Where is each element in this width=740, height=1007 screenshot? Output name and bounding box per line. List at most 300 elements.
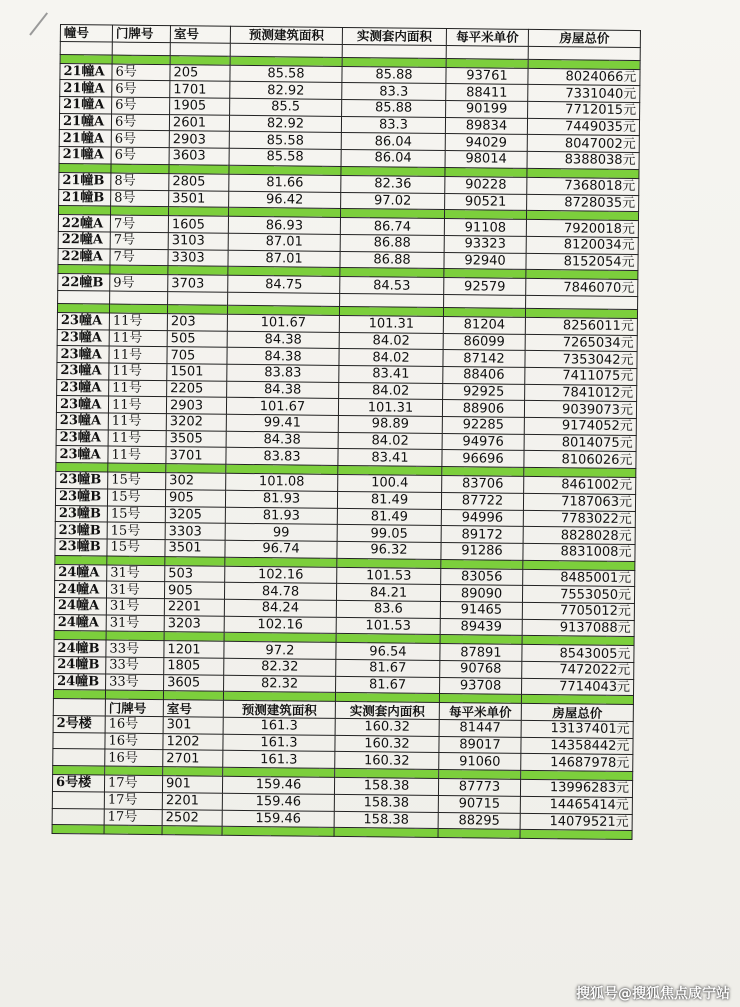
room-cell: 2805 [169, 173, 229, 190]
meas-area-cell: 83.3 [341, 116, 445, 134]
building-cell: 21幢A [60, 80, 112, 97]
pred-area-cell: 101.67 [227, 314, 339, 332]
building-cell: 21幢B [59, 189, 111, 206]
meas-area-cell: 81.67 [336, 676, 440, 694]
unit-price-cell: 89172 [441, 526, 523, 544]
total-price-cell: 8024066元 [528, 68, 640, 86]
blank-cell [228, 292, 340, 306]
room-cell: 2601 [169, 114, 229, 131]
meas-area-cell: 158.38 [334, 794, 438, 812]
meas-area-cell: 83.41 [339, 365, 443, 383]
room-cell: 2201 [164, 599, 224, 616]
building-cell: 24幢B [54, 656, 106, 673]
total-price-cell: 8485001元 [523, 569, 635, 587]
meas-area-cell: 83.6 [336, 600, 440, 618]
unit-price-cell: 90199 [446, 101, 528, 119]
pred-area-cell: 161.3 [223, 751, 335, 769]
pred-area-cell: 83.83 [226, 448, 338, 466]
separator-cell [334, 828, 438, 838]
door-cell: 33号 [106, 657, 164, 674]
total-price-cell: 9137088元 [522, 619, 634, 637]
room-cell: 1501 [167, 364, 227, 381]
pred-area-cell: 82.32 [224, 658, 336, 676]
meas-area-cell: 82.36 [341, 175, 445, 193]
meas-area-cell: 85.88 [342, 100, 446, 118]
pred-area-cell: 81.66 [229, 174, 341, 192]
blank-cell [528, 46, 640, 60]
building-cell [52, 808, 104, 825]
pred-area-cell: 102.16 [225, 566, 337, 584]
meas-area-cell: 97.02 [341, 192, 445, 210]
room-cell: 2701 [163, 750, 223, 767]
pred-area-cell: 85.58 [230, 65, 342, 83]
pred-area-cell: 96.74 [225, 540, 337, 558]
building-cell: 23幢A [56, 413, 108, 430]
blank-cell [58, 290, 110, 304]
room-cell: 505 [167, 330, 227, 347]
door-cell: 6号 [111, 130, 169, 147]
meas-area-cell: 160.32 [335, 735, 439, 753]
building-cell: 23幢A [56, 446, 108, 463]
building-cell: 24幢A [55, 564, 107, 581]
unit-price-cell: 87142 [443, 350, 525, 368]
room-cell: 301 [163, 717, 223, 734]
room-cell: 2903 [166, 397, 226, 414]
building-cell: 22幢B [58, 274, 110, 291]
meas-area-cell: 98.89 [338, 415, 442, 433]
room-cell: 205 [170, 64, 230, 81]
pred-area-cell: 101.08 [226, 473, 338, 491]
building-cell [53, 749, 105, 766]
total-price-cell: 7368018元 [527, 177, 639, 195]
header2-building [53, 699, 105, 716]
col-door: 门牌号 [112, 25, 170, 42]
blank-cell [340, 293, 444, 307]
meas-area-cell: 86.74 [340, 218, 444, 236]
building-cell: 22幢A [58, 215, 110, 232]
total-price-cell: 7712015元 [528, 101, 640, 119]
blank-cell [60, 41, 112, 55]
pred-area-cell: 81.93 [225, 490, 337, 508]
header2-door: 门牌号 [105, 699, 163, 716]
meas-area-cell: 160.32 [335, 718, 439, 736]
meas-area-cell: 160.32 [335, 752, 439, 770]
room-cell: 3303 [165, 523, 225, 540]
room-cell: 1905 [170, 98, 230, 115]
building-cell: 21幢A [59, 113, 111, 130]
unit-price-cell: 90715 [438, 795, 520, 813]
door-cell: 8号 [111, 190, 169, 207]
col-room: 室号 [170, 26, 230, 43]
total-price-cell: 8543005元 [522, 645, 634, 663]
meas-area-cell: 100.4 [338, 475, 442, 493]
unit-price-cell: 92579 [444, 278, 526, 296]
meas-area-cell: 84.53 [340, 277, 444, 295]
meas-area-cell: 86.04 [341, 150, 445, 168]
total-price-cell: 8828028元 [523, 527, 635, 545]
door-cell: 9号 [110, 274, 168, 291]
total-price-cell: 9174052元 [524, 417, 636, 435]
door-cell: 7号 [110, 215, 168, 232]
unit-price-cell: 91060 [439, 753, 521, 771]
building-cell: 23幢B [56, 472, 108, 489]
pred-area-cell: 85.5 [230, 98, 342, 116]
meas-area-cell: 81.49 [337, 508, 441, 526]
total-price-cell: 8831008元 [523, 543, 635, 561]
meas-area-cell: 84.02 [339, 349, 443, 367]
door-cell: 15号 [108, 472, 166, 489]
pred-area-cell: 101.67 [226, 398, 338, 416]
unit-price-cell: 87722 [441, 492, 523, 510]
unit-price-cell: 88411 [446, 84, 528, 102]
room-cell: 905 [165, 489, 225, 506]
room-cell: 705 [167, 347, 227, 364]
meas-area-cell: 101.31 [338, 399, 442, 417]
total-price-cell: 9039073元 [524, 401, 636, 419]
room-cell: 3603 [169, 148, 229, 165]
door-cell: 7号 [110, 249, 168, 266]
pred-area-cell: 84.38 [227, 381, 339, 399]
door-cell: 15号 [107, 539, 165, 556]
door-cell: 6号 [112, 97, 170, 114]
unit-price-cell: 98014 [445, 151, 527, 169]
header2-room: 室号 [163, 700, 223, 717]
table-body [52, 41, 640, 840]
unit-price-cell: 88906 [442, 400, 524, 418]
building-cell: 23幢B [55, 522, 107, 539]
total-price-cell: 7187063元 [523, 493, 635, 511]
pred-area-cell: 159.46 [222, 810, 334, 828]
building-cell: 24幢A [54, 581, 106, 598]
separator-cell [520, 830, 632, 840]
unit-price-cell: 81447 [439, 720, 521, 738]
unit-price-cell: 94996 [441, 509, 523, 527]
pred-area-cell: 82.92 [229, 115, 341, 133]
header2-unit-price: 每平米单价 [439, 703, 521, 721]
pred-area-cell: 82.92 [230, 82, 342, 100]
total-price-cell: 7714043元 [522, 678, 634, 696]
pred-area-cell: 99 [225, 523, 337, 541]
total-price-cell: 8047002元 [527, 135, 639, 153]
total-price-cell: 7846070元 [526, 279, 638, 297]
door-cell: 11号 [108, 413, 166, 430]
building-cell: 23幢A [57, 346, 109, 363]
building-cell: 23幢A [57, 362, 109, 379]
door-cell: 11号 [109, 380, 167, 397]
building-cell [52, 791, 104, 808]
meas-area-cell: 158.38 [334, 811, 438, 829]
meas-area-cell: 84.21 [336, 584, 440, 602]
blank-cell [446, 45, 528, 59]
total-price-cell: 14465414元 [520, 796, 632, 814]
door-cell: 11号 [108, 430, 166, 447]
door-cell: 31号 [106, 581, 164, 598]
unit-price-cell: 94029 [445, 134, 527, 152]
meas-area-cell: 96.54 [336, 643, 440, 661]
room-cell: 1805 [164, 658, 224, 675]
unit-price-cell: 92925 [443, 383, 525, 401]
total-price-cell: 13996283元 [520, 779, 632, 797]
door-cell: 8号 [111, 173, 169, 190]
col-unit-price: 每平米单价 [446, 29, 528, 47]
room-cell: 1605 [168, 216, 228, 233]
pred-area-cell: 84.38 [227, 331, 339, 349]
unit-price-cell: 93323 [444, 235, 526, 253]
building-cell: 6号楼 [52, 775, 104, 792]
room-cell: 2502 [162, 809, 222, 826]
building-cell: 24幢A [54, 614, 106, 631]
unit-price-cell: 90521 [445, 193, 527, 211]
separator-cell [222, 826, 334, 836]
unit-price-cell: 91108 [444, 219, 526, 237]
door-cell: 33号 [106, 640, 164, 657]
pred-area-cell: 85.58 [229, 132, 341, 150]
blank-cell [444, 294, 526, 308]
blank-cell [110, 291, 168, 305]
price-table [52, 24, 641, 840]
meas-area-cell: 84.02 [339, 382, 443, 400]
total-price-cell: 7265034元 [525, 334, 637, 352]
building-cell: 21幢A [60, 63, 112, 80]
meas-area-cell: 84.02 [339, 332, 443, 350]
door-cell: 11号 [109, 313, 167, 330]
blank-cell [168, 292, 228, 306]
meas-area-cell: 83.41 [338, 449, 442, 467]
meas-area-cell: 86.88 [340, 251, 444, 269]
unit-price-cell: 87773 [438, 779, 520, 797]
room-cell: 2205 [167, 380, 227, 397]
room-cell: 901 [162, 776, 222, 793]
total-price-cell: 14687978元 [521, 754, 633, 772]
door-cell: 16号 [105, 733, 163, 750]
separator-cell [162, 826, 222, 836]
meas-area-cell: 101.53 [337, 567, 441, 585]
header2-pred-area: 预测建筑面积 [223, 701, 335, 719]
unit-price-cell: 93708 [440, 677, 522, 695]
room-cell: 1701 [170, 81, 230, 98]
door-cell: 11号 [108, 446, 166, 463]
door-cell: 17号 [104, 775, 162, 792]
pred-area-cell: 84.24 [224, 599, 336, 617]
door-cell: 11号 [109, 330, 167, 347]
total-price-cell: 8461002元 [524, 477, 636, 495]
pred-area-cell: 97.2 [224, 642, 336, 660]
door-cell: 11号 [109, 363, 167, 380]
meas-area-cell: 86.04 [341, 133, 445, 151]
pred-area-cell: 159.46 [222, 793, 334, 811]
total-price-cell: 7472022元 [522, 661, 634, 679]
room-cell: 3303 [168, 249, 228, 266]
room-cell: 3203 [164, 615, 224, 632]
building-cell: 22幢A [58, 248, 110, 265]
door-cell: 31号 [106, 598, 164, 615]
building-cell: 21幢A [59, 130, 111, 147]
door-cell: 6号 [112, 64, 170, 81]
pred-area-cell: 87.01 [228, 233, 340, 251]
unit-price-cell: 89439 [440, 618, 522, 636]
pred-area-cell: 84.78 [224, 583, 336, 601]
unit-price-cell: 93761 [446, 67, 528, 85]
meas-area-cell: 101.31 [339, 315, 443, 333]
col-pred-area: 预测建筑面积 [230, 26, 342, 44]
header2-meas-area: 实测套内面积 [335, 702, 439, 720]
pred-area-cell: 84.38 [226, 431, 338, 449]
room-cell: 503 [165, 565, 225, 582]
meas-area-cell: 85.88 [342, 66, 446, 84]
door-cell: 31号 [107, 565, 165, 582]
col-total: 房屋总价 [528, 29, 640, 47]
separator-cell [104, 825, 162, 835]
total-price-cell: 7353042元 [525, 351, 637, 369]
door-cell: 15号 [107, 489, 165, 506]
room-cell: 3505 [166, 430, 226, 447]
meas-area-cell: 86.88 [340, 234, 444, 252]
total-price-cell: 14358442元 [521, 737, 633, 755]
building-cell: 23幢B [55, 488, 107, 505]
watermark: 搜狐号@搜狐焦点咸宁站 [576, 986, 730, 1002]
door-cell: 16号 [105, 716, 163, 733]
pred-area-cell: 96.42 [229, 191, 341, 209]
unit-price-cell: 83706 [442, 476, 524, 494]
room-cell: 3501 [169, 190, 229, 207]
total-price-cell: 8014075元 [524, 434, 636, 452]
building-cell: 24幢B [54, 673, 106, 690]
door-cell: 6号 [111, 114, 169, 131]
unit-price-cell: 90228 [445, 176, 527, 194]
separator-cell [438, 829, 520, 839]
total-price-cell: 7553050元 [522, 586, 634, 604]
room-cell: 905 [164, 582, 224, 599]
room-cell: 3202 [166, 414, 226, 431]
meas-area-cell: 81.49 [337, 491, 441, 509]
door-cell: 33号 [106, 674, 164, 691]
total-price-cell: 8120034元 [526, 236, 638, 254]
total-price-cell: 8388038元 [527, 152, 639, 170]
blank-cell [170, 42, 230, 56]
total-price-cell: 14079521元 [520, 813, 632, 831]
meas-area-cell: 83.3 [342, 83, 446, 101]
door-cell: 31号 [106, 615, 164, 632]
total-price-cell: 13137401元 [521, 720, 633, 738]
total-price-cell: 7783022元 [523, 510, 635, 528]
pred-area-cell: 159.46 [222, 776, 334, 794]
room-cell: 3701 [166, 447, 226, 464]
building-cell [53, 732, 105, 749]
blank-cell [230, 43, 342, 57]
total-price-cell: 7841012元 [525, 384, 637, 402]
door-cell: 6号 [111, 147, 169, 164]
room-cell: 302 [166, 473, 226, 490]
building-cell: 24幢B [54, 640, 106, 657]
total-price-cell: 8152054元 [526, 253, 638, 271]
room-cell: 1202 [163, 733, 223, 750]
unit-price-cell: 90768 [440, 661, 522, 679]
total-price-cell: 8106026元 [524, 451, 636, 469]
unit-price-cell: 89017 [439, 736, 521, 754]
col-building: 幢号 [60, 25, 112, 42]
blank-cell [112, 42, 170, 56]
door-cell: 7号 [110, 232, 168, 249]
total-price-cell: 7705012元 [522, 602, 634, 620]
door-cell: 16号 [105, 749, 163, 766]
unit-price-cell: 86099 [443, 333, 525, 351]
building-cell: 23幢B [55, 538, 107, 555]
building-cell: 23幢B [55, 505, 107, 522]
room-cell: 3605 [164, 674, 224, 691]
unit-price-cell: 96696 [442, 450, 524, 468]
door-cell: 17号 [104, 809, 162, 826]
pred-area-cell: 86.93 [228, 216, 340, 234]
blank-cell [342, 44, 446, 58]
unit-price-cell: 89834 [445, 117, 527, 135]
building-cell: 23幢A [57, 329, 109, 346]
building-cell: 24幢A [54, 597, 106, 614]
building-cell: 21幢A [59, 147, 111, 164]
total-price-cell: 7411075元 [525, 367, 637, 385]
building-cell: 21幢B [59, 172, 111, 189]
total-price-cell: 7920018元 [526, 220, 638, 238]
blank-cell [526, 295, 638, 309]
building-cell: 22幢A [58, 231, 110, 248]
separator-cell [52, 825, 104, 835]
unit-price-cell: 89090 [440, 585, 522, 603]
building-cell: 23幢A [57, 379, 109, 396]
total-price-cell: 8728035元 [527, 194, 639, 212]
pred-area-cell: 161.3 [223, 734, 335, 752]
door-cell: 17号 [104, 792, 162, 809]
building-cell: 23幢A [56, 429, 108, 446]
room-cell: 1201 [164, 641, 224, 658]
col-meas-area: 实测套内面积 [342, 27, 446, 45]
total-price-cell: 7331040元 [528, 85, 640, 103]
room-cell: 3703 [168, 275, 228, 292]
door-cell: 11号 [108, 396, 166, 413]
unit-price-cell: 92940 [444, 252, 526, 270]
building-cell: 23幢A [56, 396, 108, 413]
room-cell: 203 [167, 314, 227, 331]
pred-area-cell: 84.38 [227, 348, 339, 366]
unit-price-cell: 88406 [443, 367, 525, 385]
building-cell: 23幢A [57, 312, 109, 329]
unit-price-cell: 94976 [442, 433, 524, 451]
pred-area-cell: 84.75 [228, 276, 340, 294]
building-cell: 21幢A [60, 97, 112, 114]
room-cell: 3205 [165, 506, 225, 523]
door-cell: 6号 [112, 80, 170, 97]
total-price-cell: 7449035元 [527, 118, 639, 136]
room-cell: 2201 [162, 792, 222, 809]
door-cell: 15号 [107, 506, 165, 523]
total-price-cell: 8256011元 [525, 317, 637, 335]
pred-area-cell: 81.93 [225, 507, 337, 525]
unit-price-cell: 91465 [440, 601, 522, 619]
door-cell: 11号 [109, 346, 167, 363]
unit-price-cell: 88295 [438, 812, 520, 830]
room-cell: 3103 [168, 233, 228, 250]
pred-area-cell: 102.16 [224, 616, 336, 634]
pred-area-cell: 161.3 [223, 717, 335, 735]
pred-area-cell: 99.41 [226, 414, 338, 432]
meas-area-cell: 81.67 [336, 659, 440, 677]
pred-area-cell: 87.01 [228, 250, 340, 268]
pred-area-cell: 85.58 [229, 148, 341, 166]
unit-price-cell: 87891 [440, 644, 522, 662]
meas-area-cell: 158.38 [334, 778, 438, 796]
meas-area-cell: 101.53 [336, 617, 440, 635]
unit-price-cell: 91286 [441, 542, 523, 560]
room-cell: 2903 [169, 131, 229, 148]
unit-price-cell: 83056 [441, 568, 523, 586]
